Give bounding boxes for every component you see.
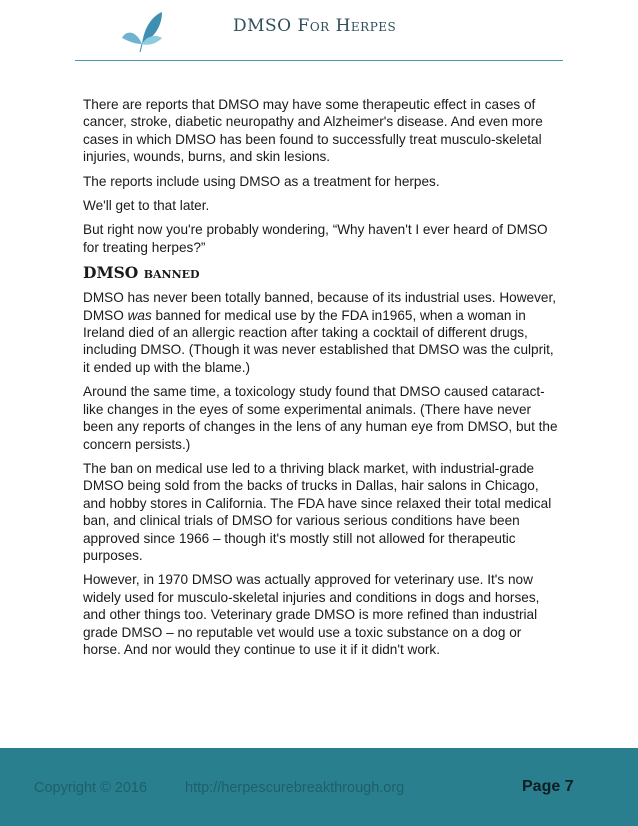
page-body bbox=[83, 96, 561, 665]
page-header bbox=[0, 0, 638, 75]
website-url[interactable]: http://herpescurebreakthrough.org bbox=[185, 780, 405, 796]
section-paragraph-4: However, in 1970 DMSO was actually approved for veterinary use. It's now widely used for musculo-skeletal injuries and conditions in dogs and horses, and other things too. Veterinary grade DMSO is more refined than industrial grade DMSO – no reputable vet would use a toxic substance on a dog or horse. And nor would they continue to use it if it didn't work. bbox=[83, 572, 540, 657]
section-heading: DMSO banned bbox=[83, 263, 200, 283]
intro-paragraph-2: The reports include using DMSO as a treatment for herpes. bbox=[83, 173, 440, 189]
header-divider bbox=[75, 60, 563, 61]
page-footer bbox=[0, 748, 638, 826]
text-run: banned for medical use by the FDA in1965, when a woman in Ireland died of an allergic reaction after taking a cocktail of different drugs, including DMSO. (Though it was never established that DMSO was the culprit, it ended up with the blame.) bbox=[83, 307, 554, 375]
intro-paragraph-1: There are reports that DMSO may have some therapeutic effect in cases of cancer, stroke, diabetic neuropathy and Alzheimer's disease. And even more cases in which DMSO has been found to successfully treat musculo-skeletal injuries, wounds, burns, and skin lesions. bbox=[83, 97, 543, 165]
butterfly-icon bbox=[118, 8, 168, 54]
page-number: Page 7 bbox=[522, 778, 574, 795]
section-paragraph-3: The ban on medical use led to a thriving black market, with industrial-grade DMSO being sold from the backs of trucks in Dallas, hair salons in Chicago, and hobby stores in California. The FDA have since relaxed their total medical ban, and clinical trials of DMSO for various serious conditions have been approved since 1966 – though it's mostly still not allowed for therapeutic purposes. bbox=[83, 460, 552, 563]
text-run: DMSO has never been totally banned, because of its industrial uses. However, DMSO bbox=[83, 290, 557, 323]
emphasis-text: was bbox=[127, 307, 152, 323]
copyright-text: Copyright © 2016 bbox=[34, 780, 148, 796]
section-paragraph-1 bbox=[83, 289, 561, 376]
section-paragraph-2: Around the same time, a toxicology study found that DMSO caused cataract-like changes in the eyes of some experimental animals. (There have never been any reports of changes in the lens of any human eye from DMSO, but the concern persists.) bbox=[83, 384, 558, 452]
intro-paragraph-3: We'll get to that later. bbox=[83, 198, 210, 214]
intro-paragraph-4: But right now you're probably wondering, “Why haven't I ever heard of DMSO for treating herpes?” bbox=[83, 222, 548, 255]
document-title: DMSO For Herpes bbox=[233, 16, 397, 36]
